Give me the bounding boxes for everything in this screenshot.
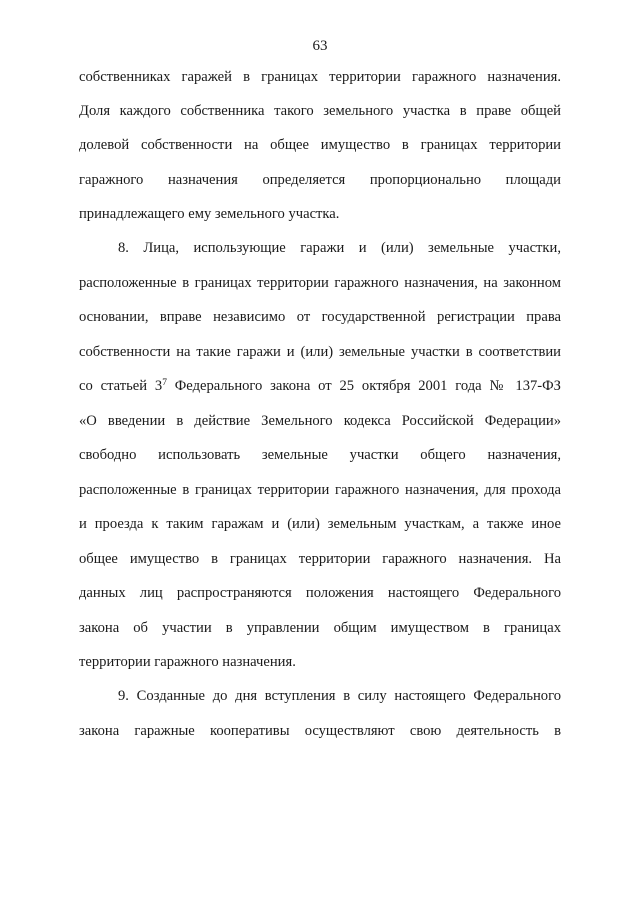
- paragraph-9-first-line: 9. Созданные до дня вступления в силу настоящего Федерального: [118, 688, 561, 704]
- text-line: собственниках гаражей в границах территории гаражного назначения.: [79, 69, 561, 85]
- text-line: гаражного назначения определяется пропорционально площади: [79, 172, 561, 188]
- paragraph-8-first-line: 8. Лица, использующие гаражи и (или) земельные участки,: [118, 240, 561, 256]
- text-line: расположенные в границах территории гаражного назначения, на законном: [79, 275, 561, 291]
- text-line: закона гаражные кооперативы осуществляют свою деятельность в: [79, 723, 561, 739]
- text-line: основании, вправе независимо от государственной регистрации права: [79, 309, 561, 325]
- text-line-with-superscript: [79, 376, 561, 396]
- text-line: территории гаражного назначения.: [79, 654, 296, 670]
- text-line: закона об участии в управлении общим имуществом в границах: [79, 620, 561, 636]
- text-line: «О введении в действие Земельного кодекса Российской Федерации»: [79, 413, 561, 429]
- page-number: 63: [312, 38, 328, 54]
- text-line: данных лиц распространяются положения настоящего Федерального: [79, 585, 561, 601]
- text-line: расположенные в границах территории гаражного назначения, для прохода: [79, 482, 561, 498]
- text-segment: Федерального закона от 25 октября 2001 года № 137-ФЗ: [166, 378, 561, 394]
- text-line: общее имущество в границах территории гаражного назначения. На: [79, 551, 561, 567]
- text-line: свободно использовать земельные участки общего назначения,: [79, 447, 561, 463]
- text-line: долевой собственности на общее имущество в границах территории: [79, 137, 561, 153]
- superscript: 7: [162, 378, 167, 388]
- text-line: Доля каждого собственника такого земельного участка в праве общей: [79, 103, 561, 119]
- text-segment: со статьей 3: [79, 378, 163, 394]
- text-line: принадлежащего ему земельного участка.: [79, 206, 340, 222]
- text-line: и проезда к таким гаражам и (или) земельным участкам, а также иное: [79, 516, 561, 532]
- text-line: собственности на такие гаражи и (или) земельные участки в соответствии: [79, 344, 561, 360]
